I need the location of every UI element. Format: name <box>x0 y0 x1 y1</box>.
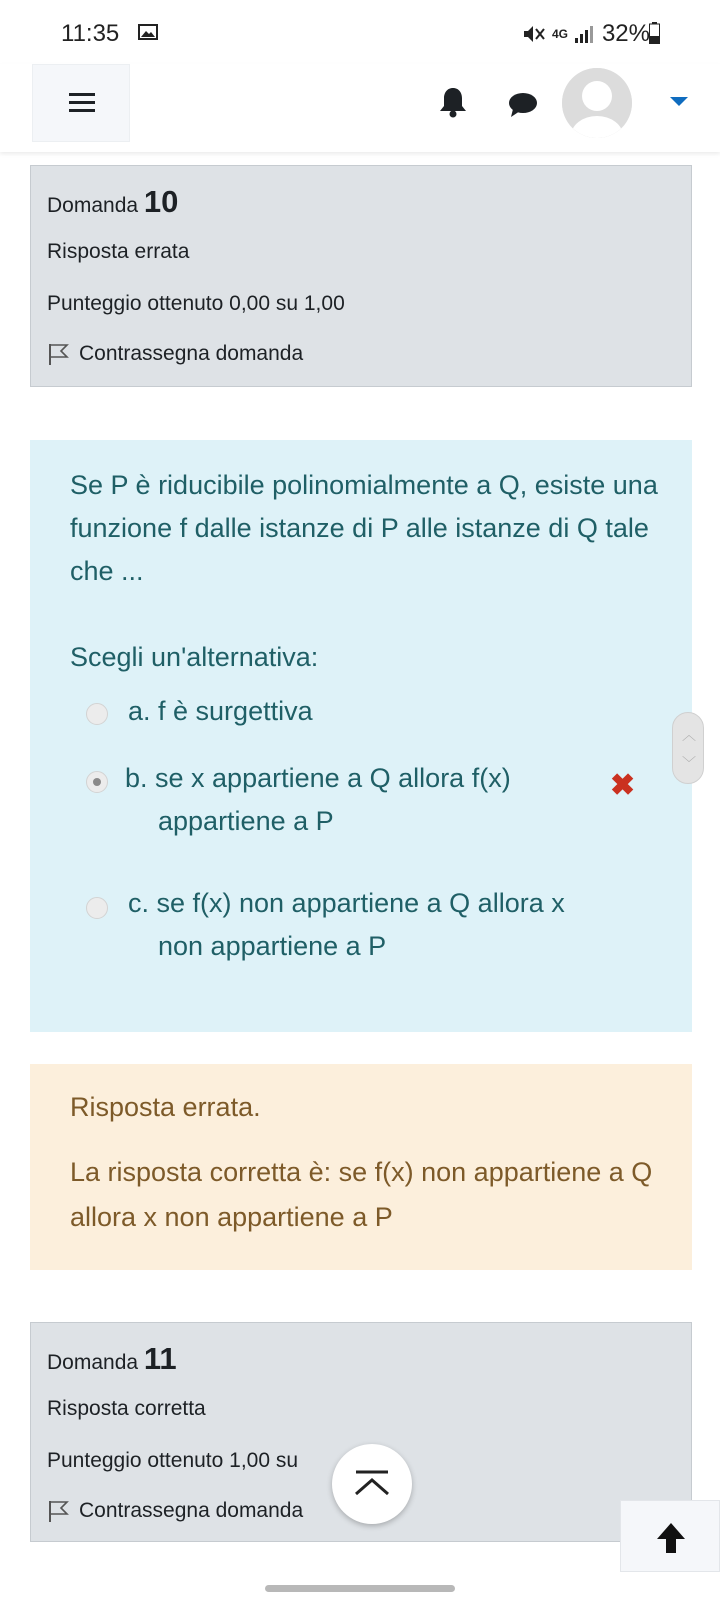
signal-icon <box>574 24 596 44</box>
incorrect-x-icon: ✖ <box>610 769 636 802</box>
notifications-bell-icon[interactable] <box>438 86 468 118</box>
user-menu-chevron-down-icon[interactable] <box>670 97 688 106</box>
messages-chat-icon[interactable] <box>508 92 538 118</box>
option-c-label[interactable] <box>128 882 565 968</box>
question-number-value: 10 <box>143 184 179 219</box>
question-number <box>47 184 178 220</box>
option-a-radio[interactable] <box>86 703 108 725</box>
option-c-text-line2: non appartiene a P <box>158 931 387 961</box>
answer-feedback <box>30 1064 692 1270</box>
status-time: 11:35 <box>61 20 120 47</box>
menu-icon <box>69 93 95 96</box>
scroll-handle[interactable] <box>672 712 704 784</box>
option-b-radio[interactable] <box>86 771 108 793</box>
option-a-text: a. f è surgettiva <box>128 696 313 726</box>
back-to-top-button[interactable] <box>620 1500 720 1572</box>
question-prefix: Domanda <box>47 1351 139 1374</box>
option-a-label[interactable] <box>128 690 313 733</box>
flag-question-link[interactable] <box>47 342 303 366</box>
question-state: Risposta corretta <box>47 1397 206 1420</box>
flag-icon <box>47 1499 69 1523</box>
question-prefix: Domanda <box>47 194 139 217</box>
collapse-up-icon <box>332 1444 412 1524</box>
battery-percent: 32% <box>601 20 650 47</box>
question-number-value: 11 <box>143 1341 177 1376</box>
chevron-up-icon: ︿ <box>682 727 696 743</box>
mute-icon <box>522 23 546 45</box>
option-b-label[interactable] <box>125 757 511 843</box>
user-avatar-icon <box>562 68 632 138</box>
question-grade: Punteggio ottenuto 1,00 su <box>47 1449 299 1472</box>
option-b-text-line1: b. se x appartiene a Q allora f(x) <box>125 763 511 793</box>
question-number <box>47 1341 177 1377</box>
feedback-title: Risposta errata. <box>70 1092 261 1122</box>
flag-icon <box>47 342 69 366</box>
gallery-notification-icon <box>138 24 158 40</box>
top-navbar <box>0 64 720 152</box>
menu-icon-bar <box>69 109 95 112</box>
menu-icon-bar <box>69 101 95 104</box>
status-bar <box>0 0 720 64</box>
network-type: 4G <box>551 27 568 41</box>
option-c-text-line1: c. se f(x) non appartiene a Q allora x <box>128 888 565 918</box>
question-grade: Punteggio ottenuto 0,00 su 1,00 <box>47 292 345 315</box>
question-state: Risposta errata <box>47 240 190 263</box>
flag-question-label: Contrassegna domanda <box>79 1499 304 1522</box>
option-c-radio[interactable] <box>86 897 108 919</box>
chevron-down-icon: ﹀ <box>682 755 696 771</box>
question-info-10 <box>30 165 692 387</box>
menu-button[interactable] <box>32 64 130 142</box>
gesture-navigation-bar[interactable] <box>265 1585 455 1592</box>
question-text: Se P è riducibile polinomialmente a Q, esiste una funzione f dalle istanze di P alle istanze di Q tale che ... <box>70 470 658 586</box>
flag-question-link[interactable] <box>47 1499 303 1523</box>
correct-answer-text: La risposta corretta è: se f(x) non appartiene a Q allora x non appartiene a P <box>70 1157 653 1232</box>
flag-question-label: Contrassegna domanda <box>79 342 304 365</box>
answer-prompt: Scegli un'alternativa: <box>70 642 319 672</box>
user-avatar[interactable] <box>562 68 632 138</box>
scroll-to-top-fab[interactable] <box>332 1444 412 1524</box>
option-b-text-line2: appartiene a P <box>158 806 334 836</box>
battery-icon <box>649 22 660 44</box>
arrow-up-icon <box>621 1501 720 1573</box>
status-indicators <box>522 20 650 48</box>
